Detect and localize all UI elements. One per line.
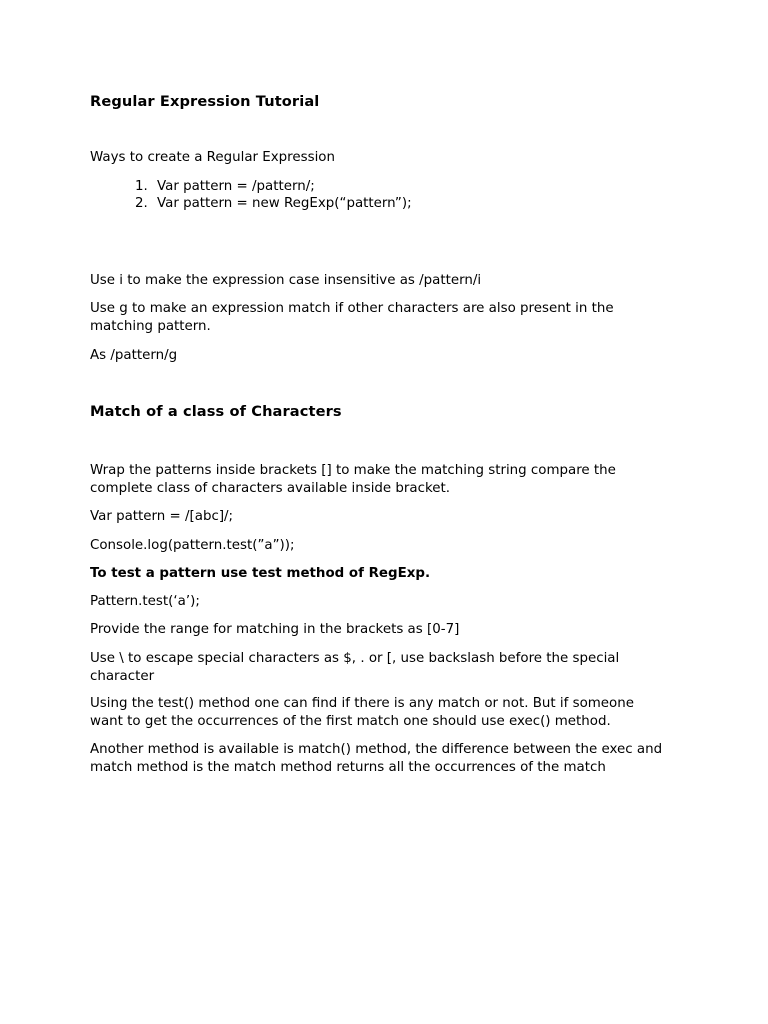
- match-paragraph: Another method is available is match() method, the difference between the exec and match method is the match method returns all the occurrences of the match: [90, 742, 663, 775]
- global-flag-example: As /pattern/g: [90, 348, 178, 363]
- test-method-note: To test a pattern use test method of RegExp.: [90, 566, 431, 581]
- intro-paragraph: Ways to create a Regular Expression: [90, 150, 335, 165]
- var-pattern-line: Var pattern = /[abc]/;: [90, 509, 234, 524]
- console-log-line: Console.log(pattern.test(”a”));: [90, 538, 295, 553]
- range-paragraph: Provide the range for matching in the brackets as [0-7]: [90, 622, 460, 637]
- list-text: Var pattern = /pattern/;: [157, 179, 315, 194]
- pattern-test-line: Pattern.test(‘a’);: [90, 594, 200, 609]
- case-insensitive-paragraph: Use i to make the expression case insensitive as /pattern/i: [90, 273, 482, 288]
- wrap-paragraph: Wrap the patterns inside brackets [] to make the matching string compare the complete class of characters available inside bracket.: [90, 463, 616, 496]
- section-heading: Match of a class of Characters: [90, 403, 342, 420]
- list-item: [135, 178, 315, 196]
- list-number: 1.: [135, 179, 148, 194]
- exec-paragraph: Using the test() method one can find if there is any match or not. But if someone want to get the occurrences of the first match one should use exec() method.: [90, 696, 634, 729]
- list-item: [135, 195, 412, 213]
- list-text: Var pattern = new RegExp(“pattern”);: [157, 196, 412, 211]
- page-title: Regular Expression Tutorial: [90, 93, 320, 110]
- escape-paragraph: Use \ to escape special characters as $, . or [, use backslash before the special character: [90, 651, 620, 684]
- global-flag-paragraph: Use g to make an expression match if other characters are also present in the matching pattern.: [90, 301, 614, 334]
- list-number: 2.: [135, 196, 148, 211]
